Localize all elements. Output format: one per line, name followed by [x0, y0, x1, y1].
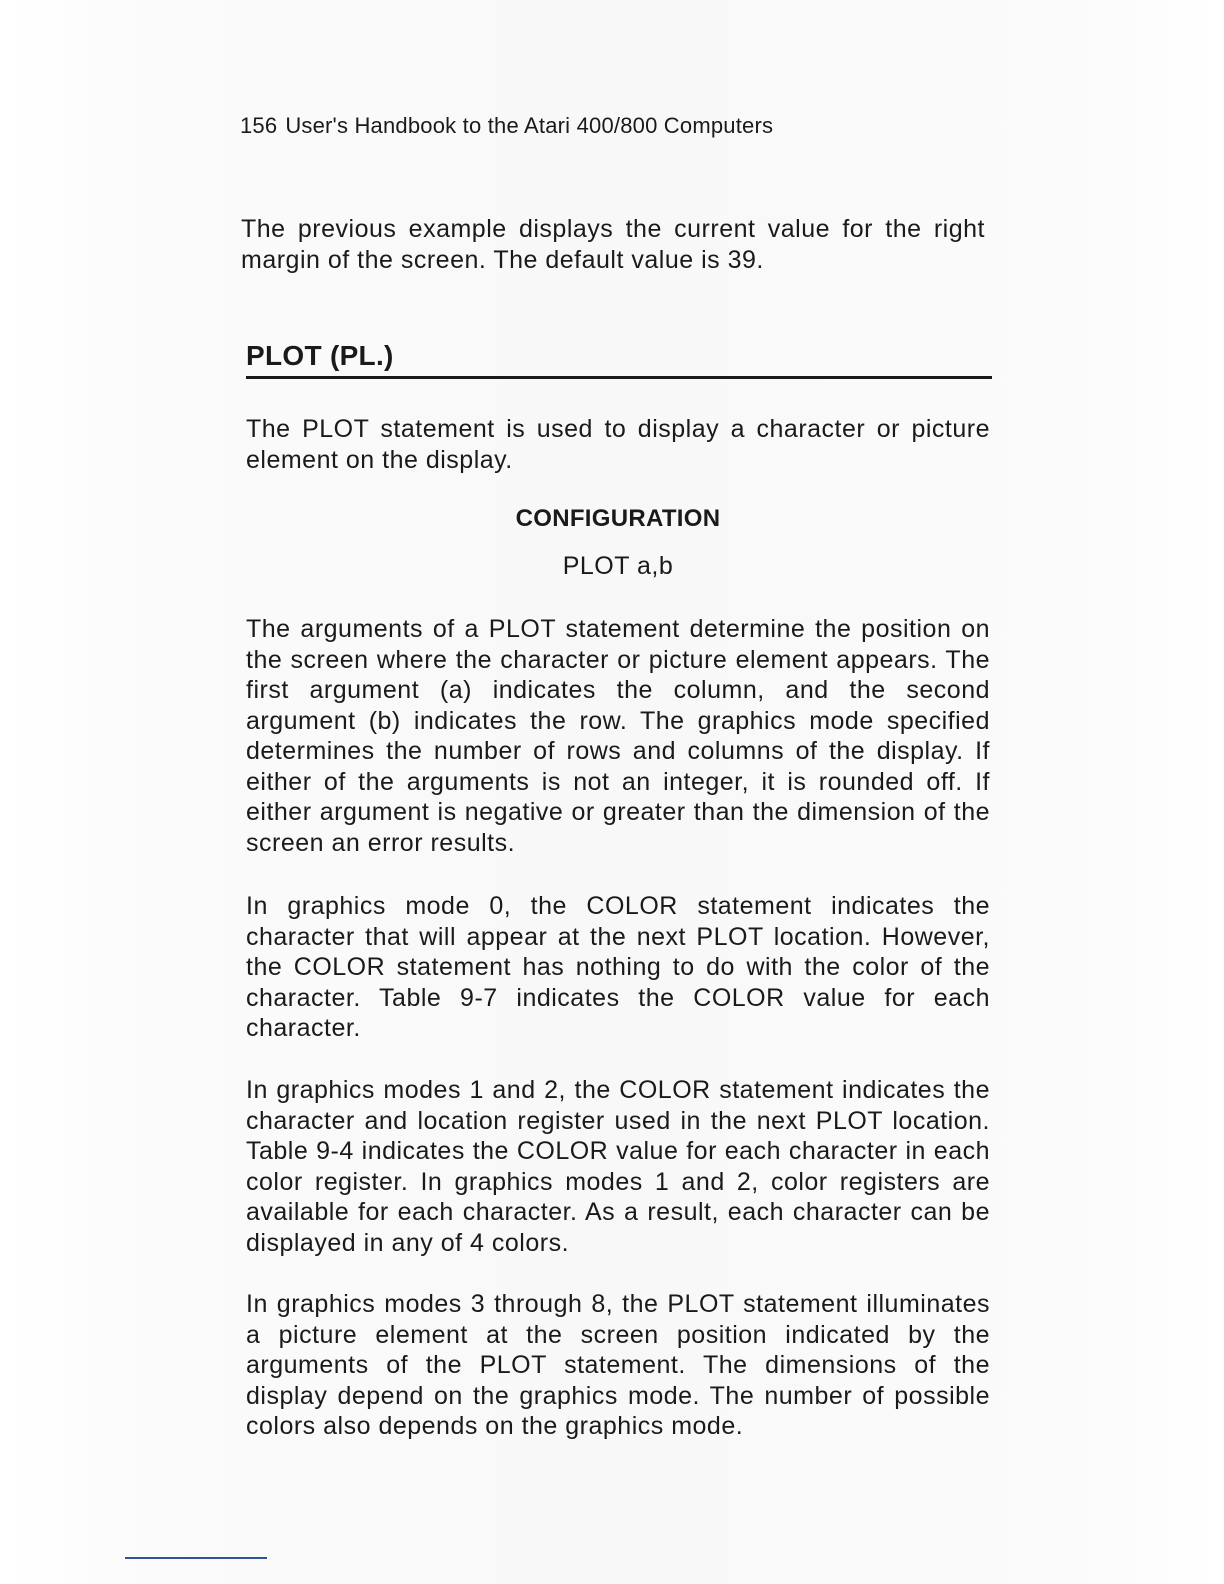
section-description: The PLOT statement is used to display a character or picture element on the display. — [246, 415, 990, 474]
body-paragraph-mode-0: In graphics mode 0, the COLOR statement indicates the character that will appear at the next PLOT location. However, the COLOR statement has nothing to do with the color of the character. Table 9-7 indicates the COLOR value for each character. — [246, 892, 990, 1042]
section-heading — [246, 338, 992, 379]
section-title: PLOT (PL.) — [246, 340, 394, 371]
footnote-divider — [125, 1557, 267, 1559]
body-paragraph-arguments: The arguments of a PLOT statement determine the position on the screen where the character or picture element appears. The first argument (a) indicates the column, and the second argument (b) indicates the row. The graphics mode specified determines the number of rows and columns of the display. If either of the arguments is not an integer, it is rounded off. If either argument is negative or greater than the dimension of the screen an error results. — [246, 615, 990, 857]
running-title: User's Handbook to the Atari 400/800 Computers — [285, 113, 774, 138]
running-header — [240, 113, 773, 139]
configuration-label: CONFIGURATION — [515, 505, 721, 532]
body-paragraph-modes-1-2: In graphics modes 1 and 2, the COLOR statement indicates the character and location register used in the next PLOT location. Table 9-4 indicates the COLOR value for each character in each color register. In graphics modes 1 and 2, color registers are available for each character. As a result, each character can be displayed in any of 4 colors. — [246, 1076, 990, 1257]
body-paragraph-modes-3-8: In graphics modes 3 through 8, the PLOT statement illuminates a picture element at the screen position indicated by the arguments of the PLOT statement. The dimensions of the display depend on the graphics mode. The number of possible colors also depends on the graphics mode. — [246, 1290, 990, 1440]
page-number: 156 — [240, 113, 278, 138]
configuration-syntax: PLOT a,b — [562, 552, 674, 580]
intro-paragraph: The previous example displays the current value for the right margin of the screen. The default value is 39. — [241, 215, 985, 274]
